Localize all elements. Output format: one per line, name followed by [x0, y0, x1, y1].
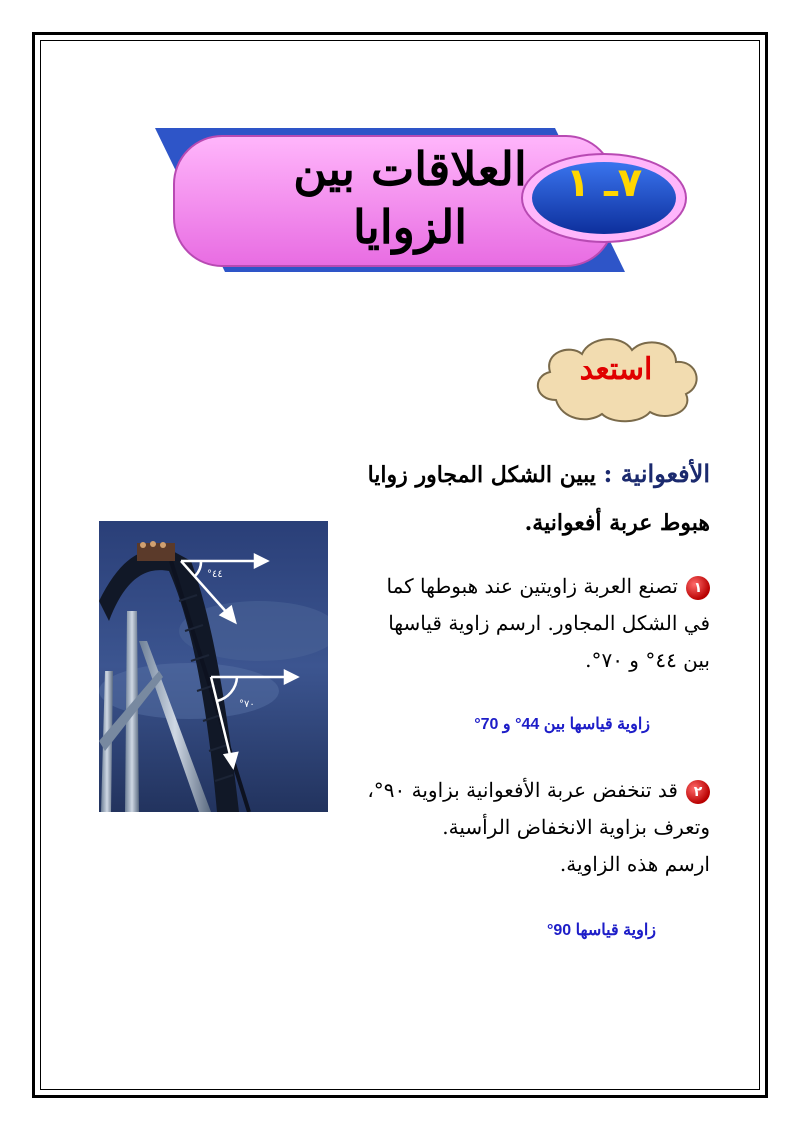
roller-coaster-image [99, 521, 328, 812]
question-1-text-2: في الشكل المجاور. ارسم زاوية قياسها [388, 611, 710, 635]
get-ready-label: استعد [579, 352, 653, 387]
lesson-number: ٧ـ ١ [565, 160, 643, 206]
answer-2: زاوية قياسها 90° [546, 922, 656, 939]
lesson-title-line-1: العلاقات بين [293, 142, 527, 196]
intro-text-1: يبين الشكل المجاور زوايا [367, 462, 596, 488]
question-2-text-2: وتعرف بزاوية الانخفاض الرأسية. [442, 815, 710, 839]
question-1-text-1: تصنع العربة زاويتين عند هبوطها كما [386, 574, 678, 598]
angle-label-70: °٧٠ [239, 699, 255, 710]
question-1-text-3: بين ٤٤° و ٧٠°. [585, 648, 710, 672]
angle-label-44: °٤٤ [207, 569, 223, 580]
question-2-text-1: قد تنخفض عربة الأفعوانية بزاوية ٩٠°، [367, 778, 678, 802]
roller-coaster-photo [99, 521, 328, 812]
get-ready-cloud [526, 330, 706, 424]
question-1 [360, 568, 710, 679]
lesson-title-banner [150, 120, 690, 285]
intro-paragraph [270, 450, 710, 547]
question-2-line-1 [360, 772, 710, 809]
question-number-2: ٢ [686, 780, 710, 804]
question-2-text-3: ارسم هذه الزاوية. [559, 852, 710, 876]
question-number-1: ١ [686, 576, 710, 600]
answer-1: زاوية قياسها بين 44° و 70° [474, 716, 650, 733]
intro-line-1 [270, 450, 710, 499]
intro-text-2: هبوط عربة أفعوانية. [524, 510, 710, 536]
question-1-line-1 [360, 568, 710, 605]
intro-keyword: الأفعوانية : [603, 459, 710, 488]
lesson-title-line-2: الزوايا [353, 200, 467, 254]
question-2 [360, 772, 710, 883]
